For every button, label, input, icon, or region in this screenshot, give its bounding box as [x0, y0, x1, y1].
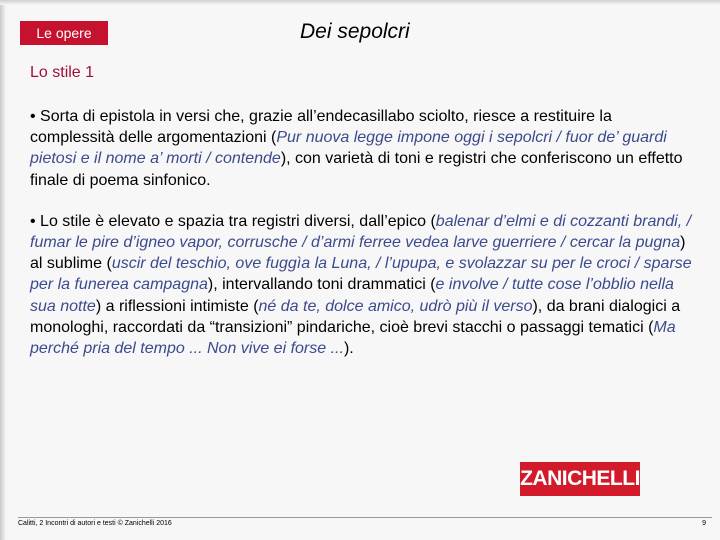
body-text	[30, 106, 700, 379]
paragraph-text: ), intervallando toni drammatici (	[207, 276, 436, 294]
quotation-text: e involve / tutte cose l’obblio nella sua notte	[30, 276, 674, 315]
slide-title: Dei sepolcri	[300, 20, 410, 43]
paragraph-text: ).	[343, 340, 354, 358]
paragraph-text: ), da brani dialogici a monologhi, raccordati da “transizioni” pindariche, cioè brevi stacchi o passaggi tematici (	[30, 297, 681, 336]
quotation-text: né da te, dolce amico, udrò più il verso	[258, 297, 533, 315]
quotation-text: balenar d’elmi e di cozzanti brandi, / fumar le pire d’igneo vapor, corrusche / d’armi ferree vedea larve guerriere / cercar la pugna	[30, 212, 692, 252]
quotation-text: Pur nuova legge impone oggi i sepolcri / fuor de’ guardi pietosi e il nome a’ morti / contende	[30, 129, 667, 168]
quotation-text: uscir del teschio, ove fuggìa la Luna, / l’upupa, e svolazzar su per le croci / sparse per la funerea campagna	[30, 255, 692, 294]
top-edge-shadow	[0, 0, 720, 5]
bullet-paragraph	[30, 211, 700, 359]
paragraph-text: • Sorta di epistola in versi che, grazie all’endecasillabo sciolto, riesce a restituire la complessità delle argomentazioni (	[30, 108, 612, 147]
slide-subtitle: Lo stile 1	[30, 64, 95, 81]
zanichelli-logo: ZANICHELLI	[520, 462, 640, 496]
paragraph-text: • Lo stile è elevato e spazia tra registri diversi, dall’epico (	[30, 212, 436, 230]
quotation-text: Ma perché pria del tempo ... Non vive ei forse ...	[30, 318, 676, 358]
section-tab: Le opere	[20, 21, 108, 45]
paragraph-text: ) al sublime (	[30, 234, 686, 273]
page-number: 9	[702, 520, 706, 527]
bullet-paragraph	[30, 106, 700, 191]
footer-divider	[18, 517, 712, 518]
footer-credit: Calitti, 2 Incontri di autori e testi © Zanichelli 2016	[18, 520, 172, 527]
paragraph-text: ) a riflessioni intimiste (	[95, 297, 259, 315]
left-edge-shadow	[0, 0, 6, 540]
paragraph-text: ), con varietà di toni e registri che conferiscono un effetto finale di poema sinfonico.	[30, 150, 683, 189]
